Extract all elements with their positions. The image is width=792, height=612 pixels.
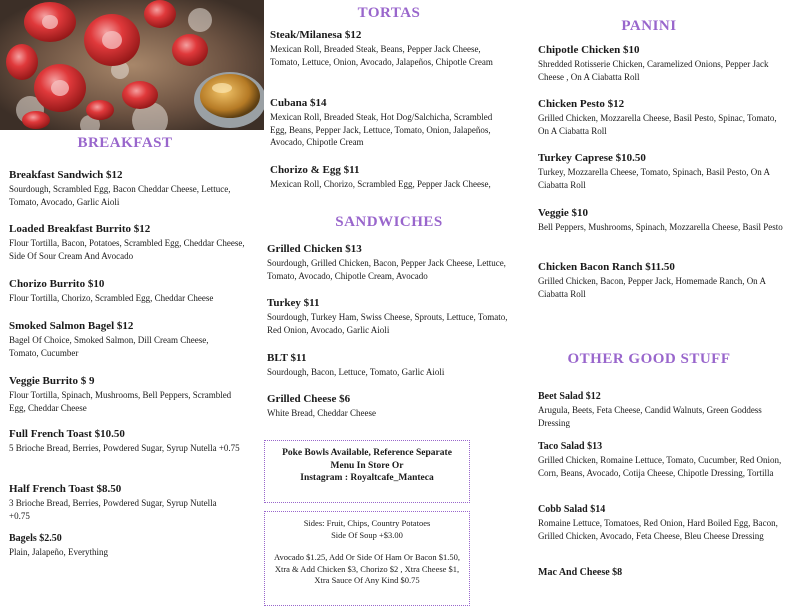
sides-and-extras-box: [264, 511, 470, 606]
item-description: Flour Tortilla, Bacon, Potatoes, Scrambled Egg, Cheddar Cheese, Side Of Sour Cream And Avocado: [9, 238, 245, 261]
menu-item-full-french-toast: [9, 428, 249, 455]
poke-notice-line: Poke Bowls Available, Reference Separate: [282, 448, 452, 458]
poke-notice-line: Menu In Store Or: [330, 460, 404, 471]
menu-item-cubana: [270, 97, 510, 149]
french-toast-illustration: [0, 0, 264, 130]
menu-item-bagels: [9, 533, 249, 559]
menu-item-smoked-salmon-bagel: [9, 320, 239, 359]
item-name: Mac And Cheese $8: [538, 567, 623, 578]
sandwiches-title: SANDWICHES: [335, 214, 443, 230]
panini-title: PANINI: [621, 18, 677, 34]
item-description: White Bread, Cheddar Cheese: [267, 408, 376, 418]
item-name: Half French Toast $8.50: [9, 483, 122, 495]
other-good-stuff-title: OTHER GOOD STUFF: [567, 351, 731, 367]
item-description: Sourdough, Grilled Chicken, Bacon, Pepper Jack Cheese, Lettuce, Tomato, Avocado, Chipotle Cream, Avocado: [267, 258, 506, 281]
extras-line: Xtra & Add Chicken $3, Chorizo $2 , Xtra Cheese $1,: [274, 563, 460, 574]
item-description: 5 Brioche Bread, Berries, Powdered Sugar, Syrup Nutella +0.75: [9, 443, 240, 453]
item-description: Grilled Chicken, Mozzarella Cheese, Basil Pesto, Spinac, Tomato, On A Ciabatta Roll: [538, 113, 777, 136]
item-description: Sourdough, Scrambled Egg, Bacon Cheddar Cheese, Lettuce, Tomato, Avocado, Garlic Aioli: [9, 184, 231, 207]
item-name: Turkey Caprese $10.50: [538, 152, 646, 164]
item-name: Steak/Milanesa $12: [270, 29, 362, 41]
item-description: Sourdough, Bacon, Lettuce, Tomato, Garlic Aioli: [267, 367, 445, 377]
side-soup-line: Side Of Soup +$3.00: [331, 529, 403, 540]
menu-item-breakfast-sandwich: [9, 169, 249, 208]
menu-item-loaded-breakfast-burrito: [9, 223, 249, 262]
poke-bowls-notice: [264, 440, 470, 503]
menu-item-veggie-burrito: [9, 375, 239, 414]
item-description: Grilled Chicken, Bacon, Pepper Jack, Homemade Ranch, On A Ciabatta Roll: [538, 276, 766, 299]
instagram-handle: Instagram : Royaltcafe_Manteca: [300, 473, 434, 483]
item-name: Cobb Salad $14: [538, 504, 606, 515]
menu-item-blt: [267, 352, 512, 379]
menu-item-chorizo-burrito: [9, 278, 249, 305]
menu-item-chorizo-egg: [270, 164, 518, 191]
item-description: Plain, Jalapeño, Everything: [9, 547, 108, 557]
sides-line: Sides: Fruit, Chips, Country Potatoes: [303, 518, 431, 528]
menu-item-chicken-bacon-ranch: [538, 261, 788, 300]
item-name: Breakfast Sandwich $12: [9, 169, 123, 181]
extras-line: Xtra Sauce Of Any Kind $0.75: [314, 575, 420, 585]
breakfast-title: BREAKFAST: [77, 135, 173, 151]
menu-item-cobb-salad: [538, 504, 788, 542]
item-description: Shredded Rotisserie Chicken, Caramelized Onions, Pepper Jack Cheese , On A Ciabatta Roll: [538, 59, 769, 82]
item-description: Bagel Of Choice, Smoked Salmon, Dill Cream Cheese, Tomato, Cucumber: [9, 335, 209, 358]
tortas-title: TORTAS: [357, 5, 421, 21]
menu-item-beet-salad: [538, 391, 792, 429]
item-name: Taco Salad $13: [538, 441, 603, 452]
item-name: Cubana $14: [270, 97, 327, 109]
item-name: Smoked Salmon Bagel $12: [9, 320, 134, 332]
item-name: BLT $11: [267, 352, 307, 364]
menu-item-chipotle-chicken: [538, 44, 788, 83]
item-name: Beet Salad $12: [538, 391, 601, 402]
item-name: Chorizo Burrito $10: [9, 278, 105, 290]
menu-item-chicken-pesto: [538, 98, 778, 137]
item-name: Turkey $11: [267, 297, 320, 309]
item-description: Flour Tortilla, Spinach, Mushrooms, Bell Peppers, Scrambled Egg, Cheddar Cheese: [9, 390, 232, 413]
menu-item-veggie-panini: [538, 207, 783, 234]
menu-item-taco-salad: [538, 441, 792, 479]
item-name: Chicken Pesto $12: [538, 98, 625, 110]
item-name: Grilled Cheese $6: [267, 393, 351, 405]
item-description: Flour Tortilla, Chorizo, Scrambled Egg, Cheddar Cheese: [9, 293, 214, 303]
item-description: Arugula, Beets, Feta Cheese, Candid Walnuts, Green Goddess Dressing: [538, 405, 762, 428]
spacer: [265, 541, 469, 552]
item-name: Veggie Burrito $ 9: [9, 375, 95, 387]
menu-item-turkey-caprese: [538, 152, 783, 191]
menu-item-turkey: [267, 297, 512, 336]
menu-item-mac-and-cheese: [538, 567, 788, 580]
french-toast-photo: [0, 0, 264, 130]
item-name: Loaded Breakfast Burrito $12: [9, 223, 151, 235]
item-description: Bell Peppers, Mushrooms, Spinach, Mozzarella Cheese, Basil Pesto: [538, 222, 783, 232]
menu-item-grilled-chicken: [267, 243, 512, 282]
item-description: Mexican Roll, Breaded Steak, Hot Dog/Salchicha, Scrambled Egg, Beans, Pepper Jack, Lettuce, Tomato, Onion, Jalapeños, Avocado, Chipotle Cream: [270, 112, 493, 147]
menu-item-half-french-toast: [9, 483, 224, 522]
item-description: Turkey, Mozzarella Cheese, Tomato, Spinach, Basil Pesto, On A Ciabatta Roll: [538, 167, 770, 190]
item-name: Chorizo & Egg $11: [270, 164, 360, 176]
menu-item-steak-milanesa: [270, 29, 510, 68]
item-description: Mexican Roll, Chorizo, Scrambled Egg, Pepper Jack Cheese,: [270, 179, 491, 189]
item-description: 3 Brioche Bread, Berries, Powdered Sugar, Syrup Nutella +0.75: [9, 498, 217, 521]
menu-item-grilled-cheese: [267, 393, 512, 420]
extras-line: Avocado $1.25, Add Or Side Of Ham Or Bacon $1.50,: [273, 552, 461, 562]
item-name: Grilled Chicken $13: [267, 243, 362, 255]
item-name: Veggie $10: [538, 207, 589, 219]
item-description: Sourdough, Turkey Ham, Swiss Cheese, Sprouts, Lettuce, Tomato, Red Onion, Avocado, Garlic Aioli: [267, 312, 508, 335]
item-name: Bagels $2.50: [9, 533, 62, 544]
item-description: Grilled Chicken, Romaine Lettuce, Tomato, Cucumber, Red Onion, Corn, Beans, Avocado, Cotija Cheese, Chipotle Dressing, Tortilla: [538, 455, 782, 478]
item-description: Romaine Lettuce, Tomatoes, Red Onion, Hard Boiled Egg, Bacon, Grilled Chicken, Avocado, Feta Cheese, Bleu Cheese Dressing: [538, 518, 778, 541]
item-name: Chicken Bacon Ranch $11.50: [538, 261, 675, 273]
item-name: Chipotle Chicken $10: [538, 44, 640, 56]
item-name: Full French Toast $10.50: [9, 428, 125, 440]
item-description: Mexican Roll, Breaded Steak, Beans, Pepper Jack Cheese, Tomato, Lettuce, Onion, Avocado, Jalapeños, Chipotle Cream: [270, 44, 493, 67]
